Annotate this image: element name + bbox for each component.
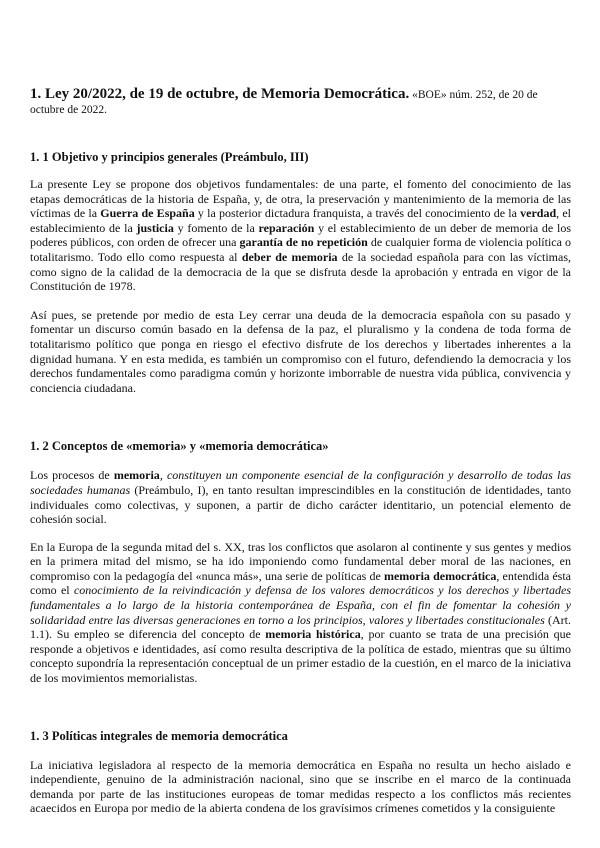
text-run: de cualquier forma de violencia política o totalitarismo. Todo ello como respuesta al <box>30 235 571 264</box>
bold-term: reparación <box>258 220 315 235</box>
paragraph <box>30 540 571 686</box>
bold-term: garantía de no repetición <box>239 235 368 250</box>
text-run: de la sociedad española para con las víctimas, como signo de la calidad de la democracia de la que se disfruta desde la aprobación y entrada en vigor de la Constitución de 1978. <box>30 249 571 294</box>
text-run: , el establecimiento de la <box>30 206 571 235</box>
bold-term: deber de memoria <box>241 249 338 264</box>
document-body <box>30 87 571 816</box>
italic-quote: conocimiento de la reivindicación y defensa de los valores democráticos y los derechos y libertades fundamentales a lo largo de la historia contemporánea de España, con el fin de fomentar la cohesión y solidaridad entre las diversas generaciones en torno a los principios, valores y libertades constitucionales <box>30 583 571 627</box>
text-run: , por cuanto se trata de una precisión que responde a objetivos e identidades, así como resulta descriptiva de la política de estado, mientras que su último concepto supondría la representación conceptual de un primer estadio de la cuestión, en el marco de la iniciativa de los movimientos memorialistas. <box>30 627 572 686</box>
bold-term: memoria histórica <box>265 627 361 642</box>
bold-term: verdad <box>520 206 557 221</box>
text-run: Los procesos de <box>30 468 114 483</box>
text-run: y fomento de la <box>173 220 259 235</box>
text-run: , <box>159 468 167 483</box>
bold-term: Guerra de España <box>100 206 195 221</box>
section-heading: 1. 2 Conceptos de «memoria» y «memoria democrática» <box>30 439 329 454</box>
text-run: La iniciativa legisladora al respecto de la memoria democrática en España no resulta un hecho aislado e independiente, genuino de la administración nacional, sino que se inscribe en el marco de la continuada demanda por parte de las instituciones europeas de tomar medidas respecto a los conflictos más recientes acaecidos en Europa por medio de la abierta condena de los gravísimos crímenes cometidos y la consiguiente <box>30 757 571 816</box>
text-run: , entendida ésta como el <box>30 568 571 598</box>
text-run: En la Europa de la segunda mitad del s. XX, tras los conflictos que asolaron al continente y sus gentes y medios en la primera mitad del mismo, se ha ido imponiendo como fundamental deber moral de las naciones, en compromiso con la pedagogía del «nunca más», una serie de políticas de <box>30 539 571 583</box>
bold-term: memoria democrática <box>383 568 497 583</box>
italic-quote: constituyen un componente esencial de la configuración y desarrollo de todas las sociedades humanas <box>30 468 571 497</box>
paragraph <box>30 758 571 816</box>
bold-term: justicia <box>136 220 174 235</box>
boe-citation: «BOE» núm. 252, de 20 de octubre de 2022. <box>30 89 538 116</box>
text-run: y el establecimiento de un deber de memoria de los poderes públicos, con orden de ofrecer una <box>30 220 571 250</box>
bold-term: memoria <box>113 468 160 483</box>
paragraph <box>30 308 571 396</box>
paragraph <box>30 177 571 294</box>
text-run: Así pues, se pretende por medio de esta Ley cerrar una deuda de la democracia española con su pasado y fomentar un discurso común basado en la defensa de la paz, el pluralismo y la condena de toda forma de totalitarismo político que ponga en riesgo el efectivo disfrute de los derechos y libertades inherentes a la dignidad humana. Y en esta medida, es también un compromiso con el futuro, defendiendo la democracia y los derechos fundamentales como paradigma común y horizonte imborrable de nuestra vida pública, convivencia y conciencia ciudadana. <box>30 307 571 395</box>
text-run: (Art. 1.1). Su empleo se diferencia del concepto de <box>30 612 571 642</box>
text-run: y la posterior dictadura franquista, a través del conocimiento de la <box>194 206 521 221</box>
text-run: La presente Ley se propone dos objetivos fundamentales: de una parte, el fomento del conocimiento de las etapas democráticas de la historia de España, y, de otra, la preservación y mantenimiento de la memoria de las víctimas de la <box>30 177 571 221</box>
section-heading: 1. 1 Objetivo y principios generales (Preámbulo, III) <box>30 150 309 164</box>
section-heading: 1. 3 Políticas integrales de memoria democrática <box>30 728 288 743</box>
text-run: (Preámbulo, I), en tanto resultan imprescindibles en la constitución de identidades, tanto individuales como colectivas, y suponen, a partir de dicho carácter identitario, un potencial elemento de cohesión social. <box>30 482 571 527</box>
law-title: 1. Ley 20/2022, de 19 de octubre, de Memoria Democrática. <box>30 86 410 102</box>
paragraph <box>30 468 571 526</box>
document-title-line <box>30 87 571 118</box>
